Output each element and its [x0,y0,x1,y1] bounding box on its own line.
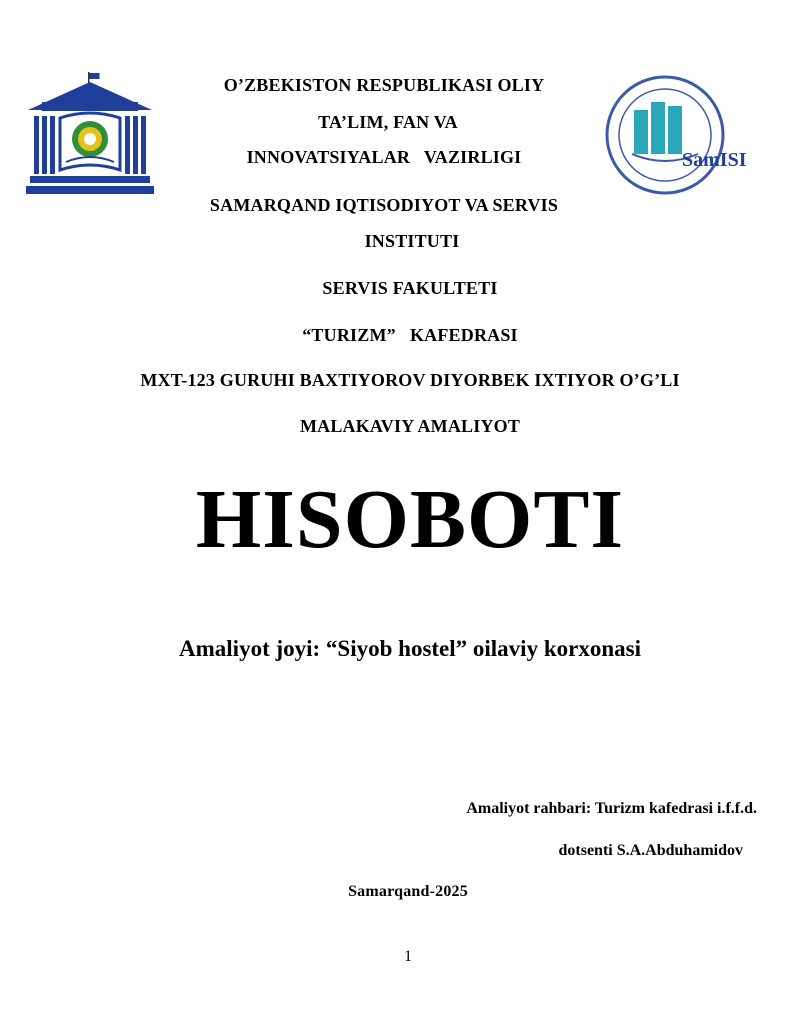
practice-type: MALAKAVIY AMALIYOT [299,416,521,436]
faculty-name: SERVIS FAKULTETI [322,278,498,298]
supervisor-line-1: Amaliyot rahbari: Turizm kafedrasi i.f.f.d. [466,800,757,817]
department-name: “TURIZM” KAFEDRASI [302,325,518,345]
city-year: Samarqand-2025 [348,883,468,900]
institute-line-1: SAMARQAND IQTISODIYOT VA SERVIS [209,195,559,215]
student-line: MXT-123 GURUHI BAXTIYOROV DIYORBEK IXTIYOR O’G’LI [140,370,680,390]
ministry-line-1: O’ZBEKISTON RESPUBLIKASI OLIY [223,75,545,95]
document-title: HISOBOTI [195,473,625,566]
ministry-line-3: INNOVATSIYALAR VAZIRLIGI [246,147,522,167]
samisi-logo-text: SamISI [682,149,747,171]
ministry-line-2: TA’LIM, FAN VA [318,112,458,132]
practice-place: Amaliyot joyi: “Siyob hostel” oilaviy korxonasi [179,636,641,661]
page-number: 1 [404,948,412,965]
supervisor-line-2: dotsenti S.A.Abduhamidov [558,842,743,859]
institute-line-2: INSTITUTI [364,231,460,251]
